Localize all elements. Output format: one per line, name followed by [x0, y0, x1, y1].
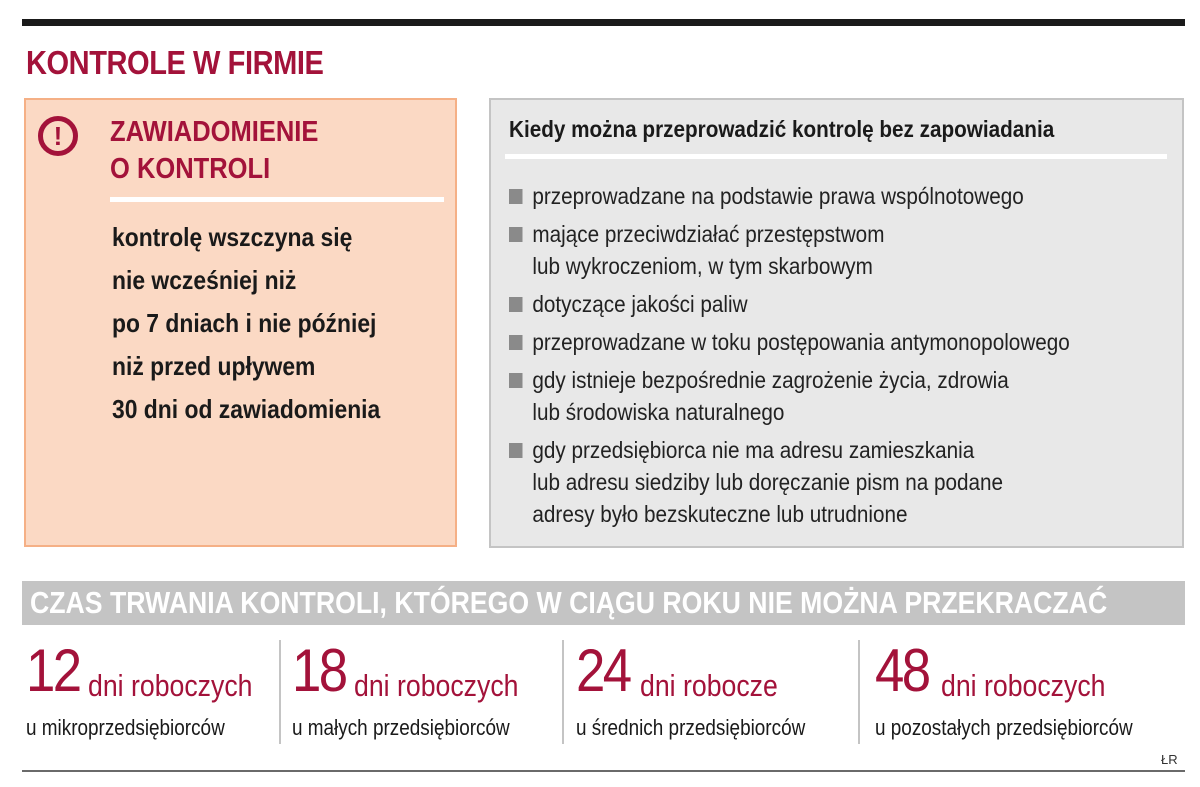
notice-title-line: ZAWIADOMIENIE	[110, 116, 319, 148]
criteria-title: Kiedy można przeprowadzić kontrolę bez zapowiadania	[509, 116, 1055, 142]
notice-divider	[110, 197, 444, 202]
list-item-text: przeprowadzane na podstawie prawa wspólnotowego	[532, 183, 1024, 209]
stat-divider	[858, 640, 860, 744]
stat-unit: dni roboczych	[88, 668, 253, 703]
notice-body-line: kontrolę wszczyna się	[112, 222, 353, 252]
list-item	[509, 326, 1070, 358]
list-item-text: gdy przedsiębiorca nie ma adresu zamieszkania	[532, 437, 975, 463]
stat-label: u pozostałych przedsiębiorców	[875, 715, 1133, 740]
duration-title: CZAS TRWANIA KONTROLI, KTÓREGO W CIĄGU ROKU NIE MOŻNA PRZEKRACZAĆ	[30, 585, 1108, 620]
duration-banner	[22, 581, 1185, 625]
notice-title-line: O KONTROLI	[110, 153, 271, 185]
stat-label: u mikroprzedsiębiorców	[26, 715, 225, 740]
stat-number: 12	[26, 637, 80, 704]
list-item	[509, 434, 1070, 530]
list-item-text: dotyczące jakości paliw	[532, 291, 748, 317]
stat-number: 24	[576, 637, 630, 704]
list-item	[509, 364, 1070, 428]
criteria-list	[509, 180, 1132, 536]
square-bullet-icon	[509, 227, 523, 242]
stat-unit: dni roboczych	[941, 668, 1106, 703]
square-bullet-icon	[509, 443, 523, 458]
bottom-rule	[22, 770, 1185, 772]
top-rule	[22, 19, 1185, 26]
list-item-text: przeprowadzane w toku postępowania antymonopolowego	[532, 329, 1070, 355]
list-item-text: gdy istnieje bezpośrednie zagrożenie życia, zdrowia	[532, 367, 1009, 393]
stat-number: 18	[292, 637, 346, 704]
list-item	[509, 288, 1070, 320]
list-item-text: mające przeciwdziałać przestępstwom	[532, 221, 885, 247]
notice-body-line: niż przed upływem	[112, 351, 316, 381]
square-bullet-icon	[509, 373, 523, 388]
stat-divider	[562, 640, 564, 744]
notice-body	[112, 216, 380, 431]
stat-label: u średnich przedsiębiorców	[576, 715, 806, 740]
exclamation-icon: !	[38, 116, 78, 156]
square-bullet-icon	[509, 335, 523, 350]
notice-panel	[24, 98, 457, 547]
notice-title	[110, 114, 318, 188]
author-credit: ŁR	[1161, 752, 1178, 767]
list-item-text: lub środowiska naturalnego	[532, 399, 785, 425]
stat-unit: dni roboczych	[354, 668, 519, 703]
list-item-text: lub adresu siedziby lub doręczanie pism na podane	[532, 469, 1004, 495]
stat-number: 48	[875, 637, 929, 704]
list-item	[509, 218, 1070, 282]
criteria-panel	[489, 98, 1184, 548]
notice-body-line: 30 dni od zawiadomienia	[112, 394, 381, 424]
page-title: KONTROLE W FIRMIE	[26, 44, 324, 81]
stat-divider	[279, 640, 281, 744]
square-bullet-icon	[509, 297, 523, 312]
stat-label: u małych przedsiębiorców	[292, 715, 510, 740]
list-item	[509, 180, 1070, 212]
notice-body-line: po 7 dniach i nie później	[112, 308, 377, 338]
list-item-text: lub wykroczeniom, w tym skarbowym	[532, 253, 873, 279]
square-bullet-icon	[509, 189, 523, 204]
stat-unit: dni robocze	[640, 668, 778, 703]
list-item-text: adresy było bezskuteczne lub utrudnione	[532, 501, 908, 527]
criteria-divider	[505, 154, 1167, 159]
notice-body-line: nie wcześniej niż	[112, 265, 297, 295]
